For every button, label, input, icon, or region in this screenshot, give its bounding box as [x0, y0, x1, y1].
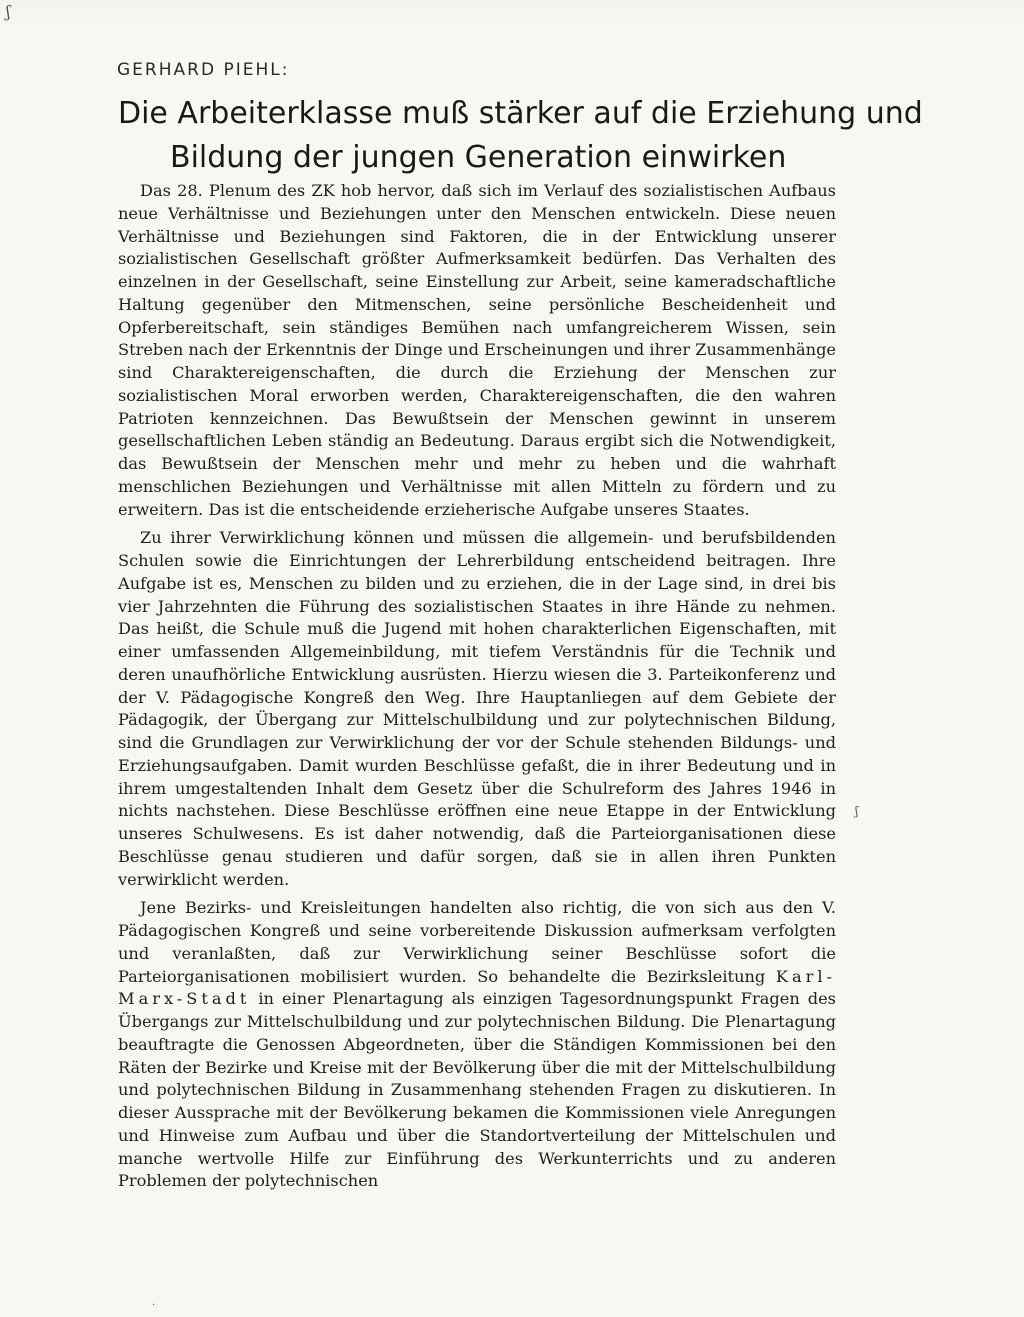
- paragraph-3: [118, 897, 836, 1193]
- paragraph-3-text-end: in einer Plenartagung als einzigen Tagesordnungspunkt Fragen des Übergangs zur Mittelschulbildung und zur polytechnischen Bildung. Die Plenartagung beauftragte die Genossen Abgeordneten, über die Ständigen Kommissionen bei den Räten der Bezirke und Kreise mit der Bevölkerung über die mit der Mittelschulbildung und polytechnischen Bildung in Zusammenhang stehenden Fragen zu diskutieren. In dieser Aussprache mit der Bevölkerung bekamen die Kommissionen viele Anregungen und Hinweise zum Aufbau und über die Standortverteilung der Mittelschulen und manche wertvolle Hilfe zur Einführung des Werkunterrichts und zu anderen Problemen der polytechnischen: [118, 989, 836, 1191]
- place-name-spaced: Karl-Marx-Stadt: [118, 966, 836, 1009]
- paragraph-3-text-start: Jene Bezirks- und Kreisleitungen handelten also richtig, die von sich aus den V. Pädagogischen Kongreß und seine vorbereitende Diskussion aufmerksam verfolgten und veranlaßten, daß zur Verwirklichung seiner Beschlüsse sofort die Parteiorganisationen mobilisiert wurden. So behandelte die Bezirksleitung: [118, 898, 836, 986]
- title-line-2: Bildung der jungen Generation einwirken: [170, 140, 787, 175]
- article-body: [118, 180, 836, 1199]
- title-line-1: Die Arbeiterklasse muß stärker auf die Erziehung und: [118, 96, 923, 131]
- scan-mark-icon: ʃ: [855, 804, 859, 818]
- article-title: [110, 92, 940, 180]
- paragraph-2: Zu ihrer Verwirklichung können und müssen die allgemein- und berufsbildenden Schulen sowie die Einrichtungen der Lehrerbildung entscheidend beitragen. Ihre Aufgabe ist es, Menschen zu bilden und zu erziehen, die in der Lage sind, in drei bis vier Jahrzehnten die Führung des sozialistischen Staates in ihre Hände zu nehmen. Das heißt, die Schule muß die Jugend mit hohen charakterlichen Eigenschaften, mit einer umfassenden Allgemeinbildung, mit tiefem Verständnis für die Technik und deren unaufhörliche Entwicklung ausrüsten. Hierzu wiesen die 3. Parteikonferenz und der V. Pädagogische Kongreß den Weg. Ihre Hauptanliegen auf dem Gebiete der Pädagogik, der Übergang zur Mittelschulbildung und zur polytechnischen Bildung, sind die Grundlagen zur Verwirklichung der vor der Schule stehenden Bildungs- und Erziehungsaufgaben. Damit wurden Beschlüsse gefaßt, die in ihrer Bedeutung und in ihrem umgestaltenden Inhalt dem Gesetz über die Schulreform des Jahres 1946 in nichts nachstehen. Diese Beschlüsse eröffnen eine neue Etappe in der Entwicklung unseres Schulwesens. Es ist daher notwendig, daß die Parteiorganisationen diese Beschlüsse genau studieren und dafür sorgen, daß sie in allen ihren Punkten verwirklicht werden.: [118, 528, 836, 889]
- scan-mark-icon: ʃ: [6, 2, 11, 21]
- paragraph-1: Das 28. Plenum des ZK hob hervor, daß sich im Verlauf des sozialistischen Aufbaus neue Verhältnisse und Beziehungen unter den Menschen entwickeln. Diese neuen Verhältnisse und Beziehungen sind Faktoren, die in der Entwicklung unserer sozialistischen Gesellschaft größter Aufmerksamkeit bedürfen. Das Verhalten des einzelnen in der Gesellschaft, seine Einstellung zur Arbeit, seine kameradschaftliche Haltung gegenüber den Mitmenschen, seine persönliche Bescheidenheit und Opferbereitschaft, sein ständiges Bemühen nach umfangreicherem Wissen, sein Streben nach der Erkenntnis der Dinge und Erscheinungen und ihrer Zusammenhänge sind Charaktereigenschaften, die durch die Erziehung der Menschen zur sozialistischen Moral erworben werden, Charaktereigenschaften, die den wahren Patrioten kennzeichnen. Das Bewußtsein der Menschen gewinnt in unserem gesellschaftlichen Leben ständig an Bedeutung. Daraus ergibt sich die Notwendigkeit, das Bewußtsein der Menschen mehr und mehr zu heben und die wahrhaft menschlichen Beziehungen und Verhältnisse mit allen Mitteln zu fördern und zu erweitern. Das ist die entscheidende erzieherische Aufgabe unseres Staates.: [118, 181, 837, 519]
- author-name: GERHARD PIEHL:: [117, 60, 290, 80]
- scan-mark-icon: ·: [152, 1300, 156, 1311]
